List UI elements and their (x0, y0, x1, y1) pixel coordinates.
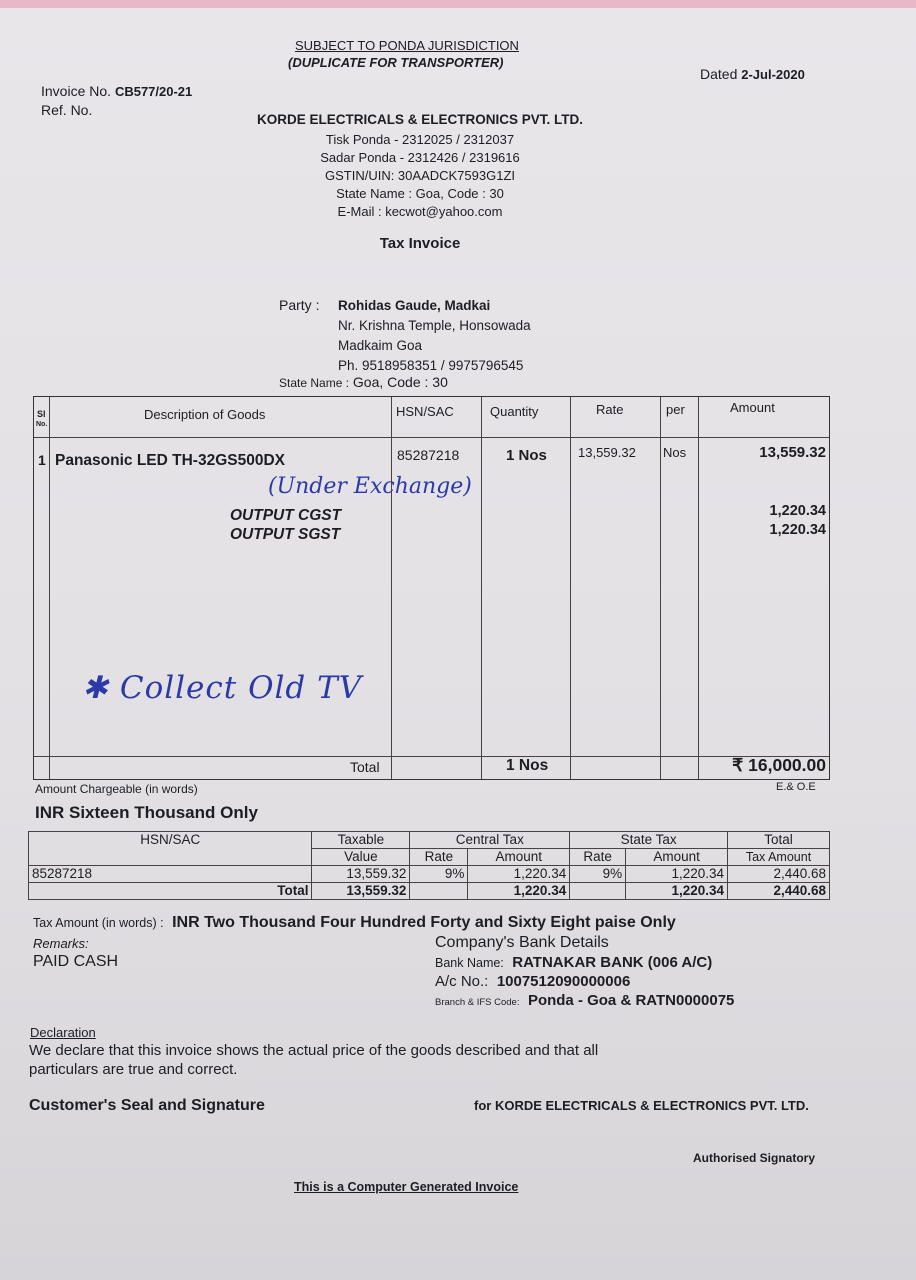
item-hsn: 85287218 (397, 447, 460, 463)
bank-name-row (435, 954, 712, 972)
sgst-label: OUTPUT SGST (230, 526, 341, 543)
star-mark-icon: ✱ (82, 670, 120, 706)
cgst-label: OUTPUT CGST (230, 507, 342, 524)
tax-header-total: Total (728, 832, 830, 849)
party-phone: Ph. 9518958351 / 9975796545 (338, 358, 524, 373)
party-state-value: Goa, Code : 30 (352, 374, 448, 390)
tax-table (28, 831, 830, 900)
tax-words (33, 914, 676, 932)
item-quantity: 1 Nos (506, 447, 547, 464)
handwritten-collect-old-tv (82, 670, 362, 706)
tax-total-c-amount: 1,220.34 (468, 883, 570, 900)
tax-row-s-rate: 9% (570, 866, 626, 883)
company-block (200, 112, 640, 252)
item-amount: 13,559.32 (759, 444, 826, 461)
customer-seal-text: Customer's Seal and Signature (29, 1097, 265, 1114)
amount-in-words: INR Sixteen Thousand Only (35, 803, 258, 822)
header-amount: Amount (730, 400, 775, 415)
cgst-amount: 1,220.34 (769, 503, 826, 519)
bank-name-label: Bank Name: (435, 956, 504, 970)
authorised-signatory: Authorised Signatory (693, 1151, 816, 1165)
copy-type-text: (DUPLICATE FOR TRANSPORTER) (288, 55, 504, 70)
party-state (279, 374, 448, 390)
declaration-label: Declaration (30, 1025, 96, 1040)
company-line1: Tisk Ponda - 2312025 / 2312037 (325, 132, 515, 147)
doc-title: Tax Invoice (379, 235, 461, 252)
handwritten-under-exchange: (Under Exchange) (268, 474, 472, 499)
tax-words-label: Tax Amount (in words) : (33, 916, 164, 930)
invoice-number (41, 83, 192, 99)
header-hsn: HSN/SAC (396, 404, 454, 419)
collect-note-text: Collect Old TV (119, 670, 363, 706)
header-rate: Rate (596, 402, 624, 417)
header-per: per (666, 402, 685, 417)
dated-label: Dated (700, 66, 738, 82)
total-quantity: 1 Nos (506, 757, 549, 774)
tax-header-state: State Tax (570, 832, 728, 849)
company-name: KORDE ELECTRICALS & ELECTRONICS PVT. LTD. (256, 112, 583, 127)
company-state: State Name : Goa, Code : 30 (336, 186, 504, 201)
bank-branch-value: Ponda - Goa & RATN0000075 (527, 992, 735, 1009)
declaration-line2: particulars are true and correct. (29, 1061, 238, 1078)
for-company-text: for KORDE ELECTRICALS & ELECTRONICS PVT. LTD. (474, 1098, 809, 1113)
words-label: Amount Chargeable (in words) (35, 782, 198, 796)
bank-branch-label: Branch & IFS Code: (435, 997, 520, 1008)
tax-total-taxable: 13,559.32 (312, 883, 410, 900)
tax-total-s-amount: 1,220.34 (626, 883, 728, 900)
remarks-label: Remarks: (33, 936, 89, 951)
bank-name-value: RATNAKAR BANK (006 A/C) (512, 954, 713, 971)
header-sl: Sl (37, 409, 46, 419)
item-sl: 1 (38, 452, 46, 468)
total-label: Total (350, 759, 380, 775)
tax-row-taxable: 13,559.32 (312, 866, 410, 883)
tax-row-hsn: 85287218 (29, 866, 312, 883)
sgst-amount: 1,220.34 (769, 522, 826, 538)
bank-ac-row (435, 973, 630, 991)
tax-header-hsn: HSN/SAC (29, 832, 312, 866)
invoice-value: CB577/20-21 (114, 84, 193, 99)
table-row-total (29, 883, 830, 900)
tax-total-s-rate-empty (570, 883, 626, 900)
declaration-line1: We declare that this invoice shows the actual price of the goods described and that all (29, 1042, 599, 1059)
remarks-value: PAID CASH (33, 953, 119, 970)
tax-header-s-amount: Amount (626, 849, 728, 866)
bank-title: Company's Bank Details (435, 934, 609, 951)
party-label: Party : (279, 297, 320, 313)
tax-row-c-amount: 1,220.34 (468, 866, 570, 883)
party-addr1: Nr. Krishna Temple, Honsowada (338, 318, 531, 333)
header-description: Description of Goods (144, 407, 266, 422)
ref-label: Ref. No. (41, 102, 93, 118)
table-row (29, 866, 830, 883)
company-gstin: GSTIN/UIN: 30AADCK7593G1ZI (324, 168, 515, 183)
header-quantity: Quantity (490, 404, 539, 419)
goods-table (33, 396, 830, 780)
tax-header-c-rate: Rate (410, 849, 468, 866)
declaration-text (29, 1041, 598, 1079)
tax-total-total: 2,440.68 (728, 883, 830, 900)
party-name: Rohidas Gaude, Madkai (338, 298, 491, 313)
item-description: Panasonic LED TH-32GS500DX (55, 452, 285, 469)
bank-branch-row (435, 992, 734, 1010)
bank-ac-value: 1007512090000006 (496, 973, 631, 990)
party-addr2: Madkaim Goa (338, 338, 423, 353)
tax-header-s-rate: Rate (570, 849, 626, 866)
tax-row-s-amount: 1,220.34 (626, 866, 728, 883)
tax-header-value: Value (312, 849, 410, 866)
company-email: E-Mail : kecwot@yahoo.com (337, 204, 503, 219)
tax-row-c-rate: 9% (410, 866, 468, 883)
tax-header-central: Central Tax (410, 832, 570, 849)
invoice-label: Invoice No. (41, 83, 112, 99)
dated-value: 2-Jul-2020 (741, 67, 805, 82)
header-sl-no: No. (36, 421, 48, 428)
party-block (338, 296, 531, 376)
total-amount: ₹ 16,000.00 (732, 755, 826, 775)
page-edge (0, 0, 916, 8)
tax-header-tax-amount: Tax Amount (728, 849, 830, 866)
item-rate: 13,559.32 (578, 445, 636, 460)
item-per: Nos (663, 445, 687, 460)
tax-words-value: INR Two Thousand Four Hundred Forty and Sixty Eight paise Only (172, 914, 676, 931)
tax-header-c-amount: Amount (468, 849, 570, 866)
bank-ac-label: A/c No.: (435, 973, 489, 990)
eoe-text: E.& O.E (776, 781, 816, 793)
dated-block (700, 66, 805, 82)
party-state-label: State Name : (279, 376, 350, 390)
tax-header-taxable: Taxable (312, 832, 410, 849)
computer-generated-text: This is a Computer Generated Invoice (294, 1180, 519, 1194)
tax-total-c-rate-empty (410, 883, 468, 900)
tax-total-label: Total (29, 883, 312, 900)
tax-row-total: 2,440.68 (728, 866, 830, 883)
jurisdiction-text: SUBJECT TO PONDA JURISDICTION (295, 38, 519, 53)
company-line2: Sadar Ponda - 2312426 / 2319616 (320, 150, 520, 165)
